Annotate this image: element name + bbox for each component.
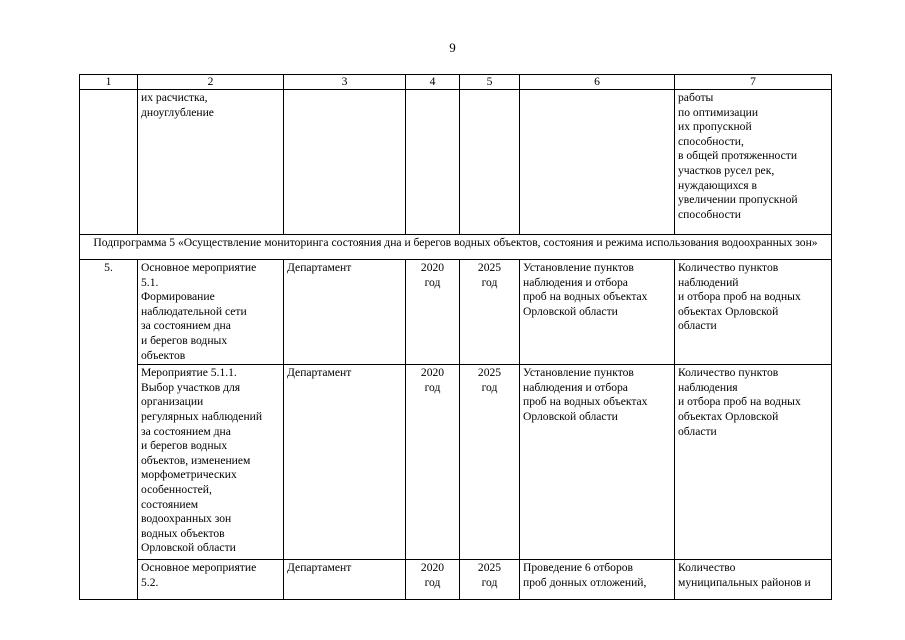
- table-container: [79, 74, 834, 640]
- cell-result: Установление пунктов наблюдения и отбора проб на водных объектах Орловской области: [520, 365, 675, 560]
- subprogram-title: Подпрограмма 5 «Осуществление мониторинга состояния дна и берегов водных объектов, состояния и режима использования водоохранных зон»: [80, 235, 832, 260]
- cell-indicator: Количество муниципальных районов и: [675, 560, 832, 600]
- cell-measure: Мероприятие 5.1.1. Выбор участков для организации регулярных наблюдений за состоянием дна и берегов водных объектов, изменением морфометрических особенностей, состоянием водоохранных зон водных объектов Орловской области: [138, 365, 284, 560]
- column-number-row: [80, 75, 832, 90]
- cell-num: 5.: [80, 260, 138, 600]
- cell-result: [520, 90, 675, 235]
- cell-end: 2025 год: [460, 260, 520, 365]
- table-row: [80, 90, 832, 235]
- cell-measure: Основное мероприятие 5.1. Формирование наблюдательной сети за состоянием дна и берегов водных объектов: [138, 260, 284, 365]
- cell-start: 2020 год: [406, 560, 460, 600]
- cell-result: Проведение 6 отборов проб донных отложений,: [520, 560, 675, 600]
- cell-indicator: Количество пунктов наблюдения и отбора проб на водных объектах Орловской области: [675, 365, 832, 560]
- column-number: 2: [138, 75, 284, 90]
- cell-indicator: Количество пунктов наблюдений и отбора проб на водных объектах Орловской области: [675, 260, 832, 365]
- cell-executor: Департамент: [284, 365, 406, 560]
- cell-end: [460, 90, 520, 235]
- cell-end: 2025 год: [460, 365, 520, 560]
- cell-indicator: работы по оптимизации их пропускной способности, в общей протяженности участков русел рек, нуждающихся в увеличении пропускной способности: [675, 90, 832, 235]
- cell-start: 2020 год: [406, 365, 460, 560]
- cell-start: [406, 90, 460, 235]
- cell-end: 2025 год: [460, 560, 520, 600]
- table-row: [80, 365, 832, 560]
- cell-executor: Департамент: [284, 260, 406, 365]
- cell-num: [80, 90, 138, 235]
- column-number: 6: [520, 75, 675, 90]
- column-number: 4: [406, 75, 460, 90]
- column-number: 7: [675, 75, 832, 90]
- column-number: 1: [80, 75, 138, 90]
- cell-measure: Основное мероприятие 5.2.: [138, 560, 284, 600]
- cell-executor: [284, 90, 406, 235]
- program-table: [79, 74, 832, 600]
- table-row: [80, 560, 832, 600]
- cell-measure: их расчистка, дноуглубление: [138, 90, 284, 235]
- cell-result: Установление пунктов наблюдения и отбора проб на водных объектах Орловской области: [520, 260, 675, 365]
- table-row: [80, 260, 832, 365]
- subprogram-row: [80, 235, 832, 260]
- cell-start: 2020 год: [406, 260, 460, 365]
- column-number: 5: [460, 75, 520, 90]
- cell-executor: Департамент: [284, 560, 406, 600]
- page-number: 9: [449, 40, 456, 55]
- column-number: 3: [284, 75, 406, 90]
